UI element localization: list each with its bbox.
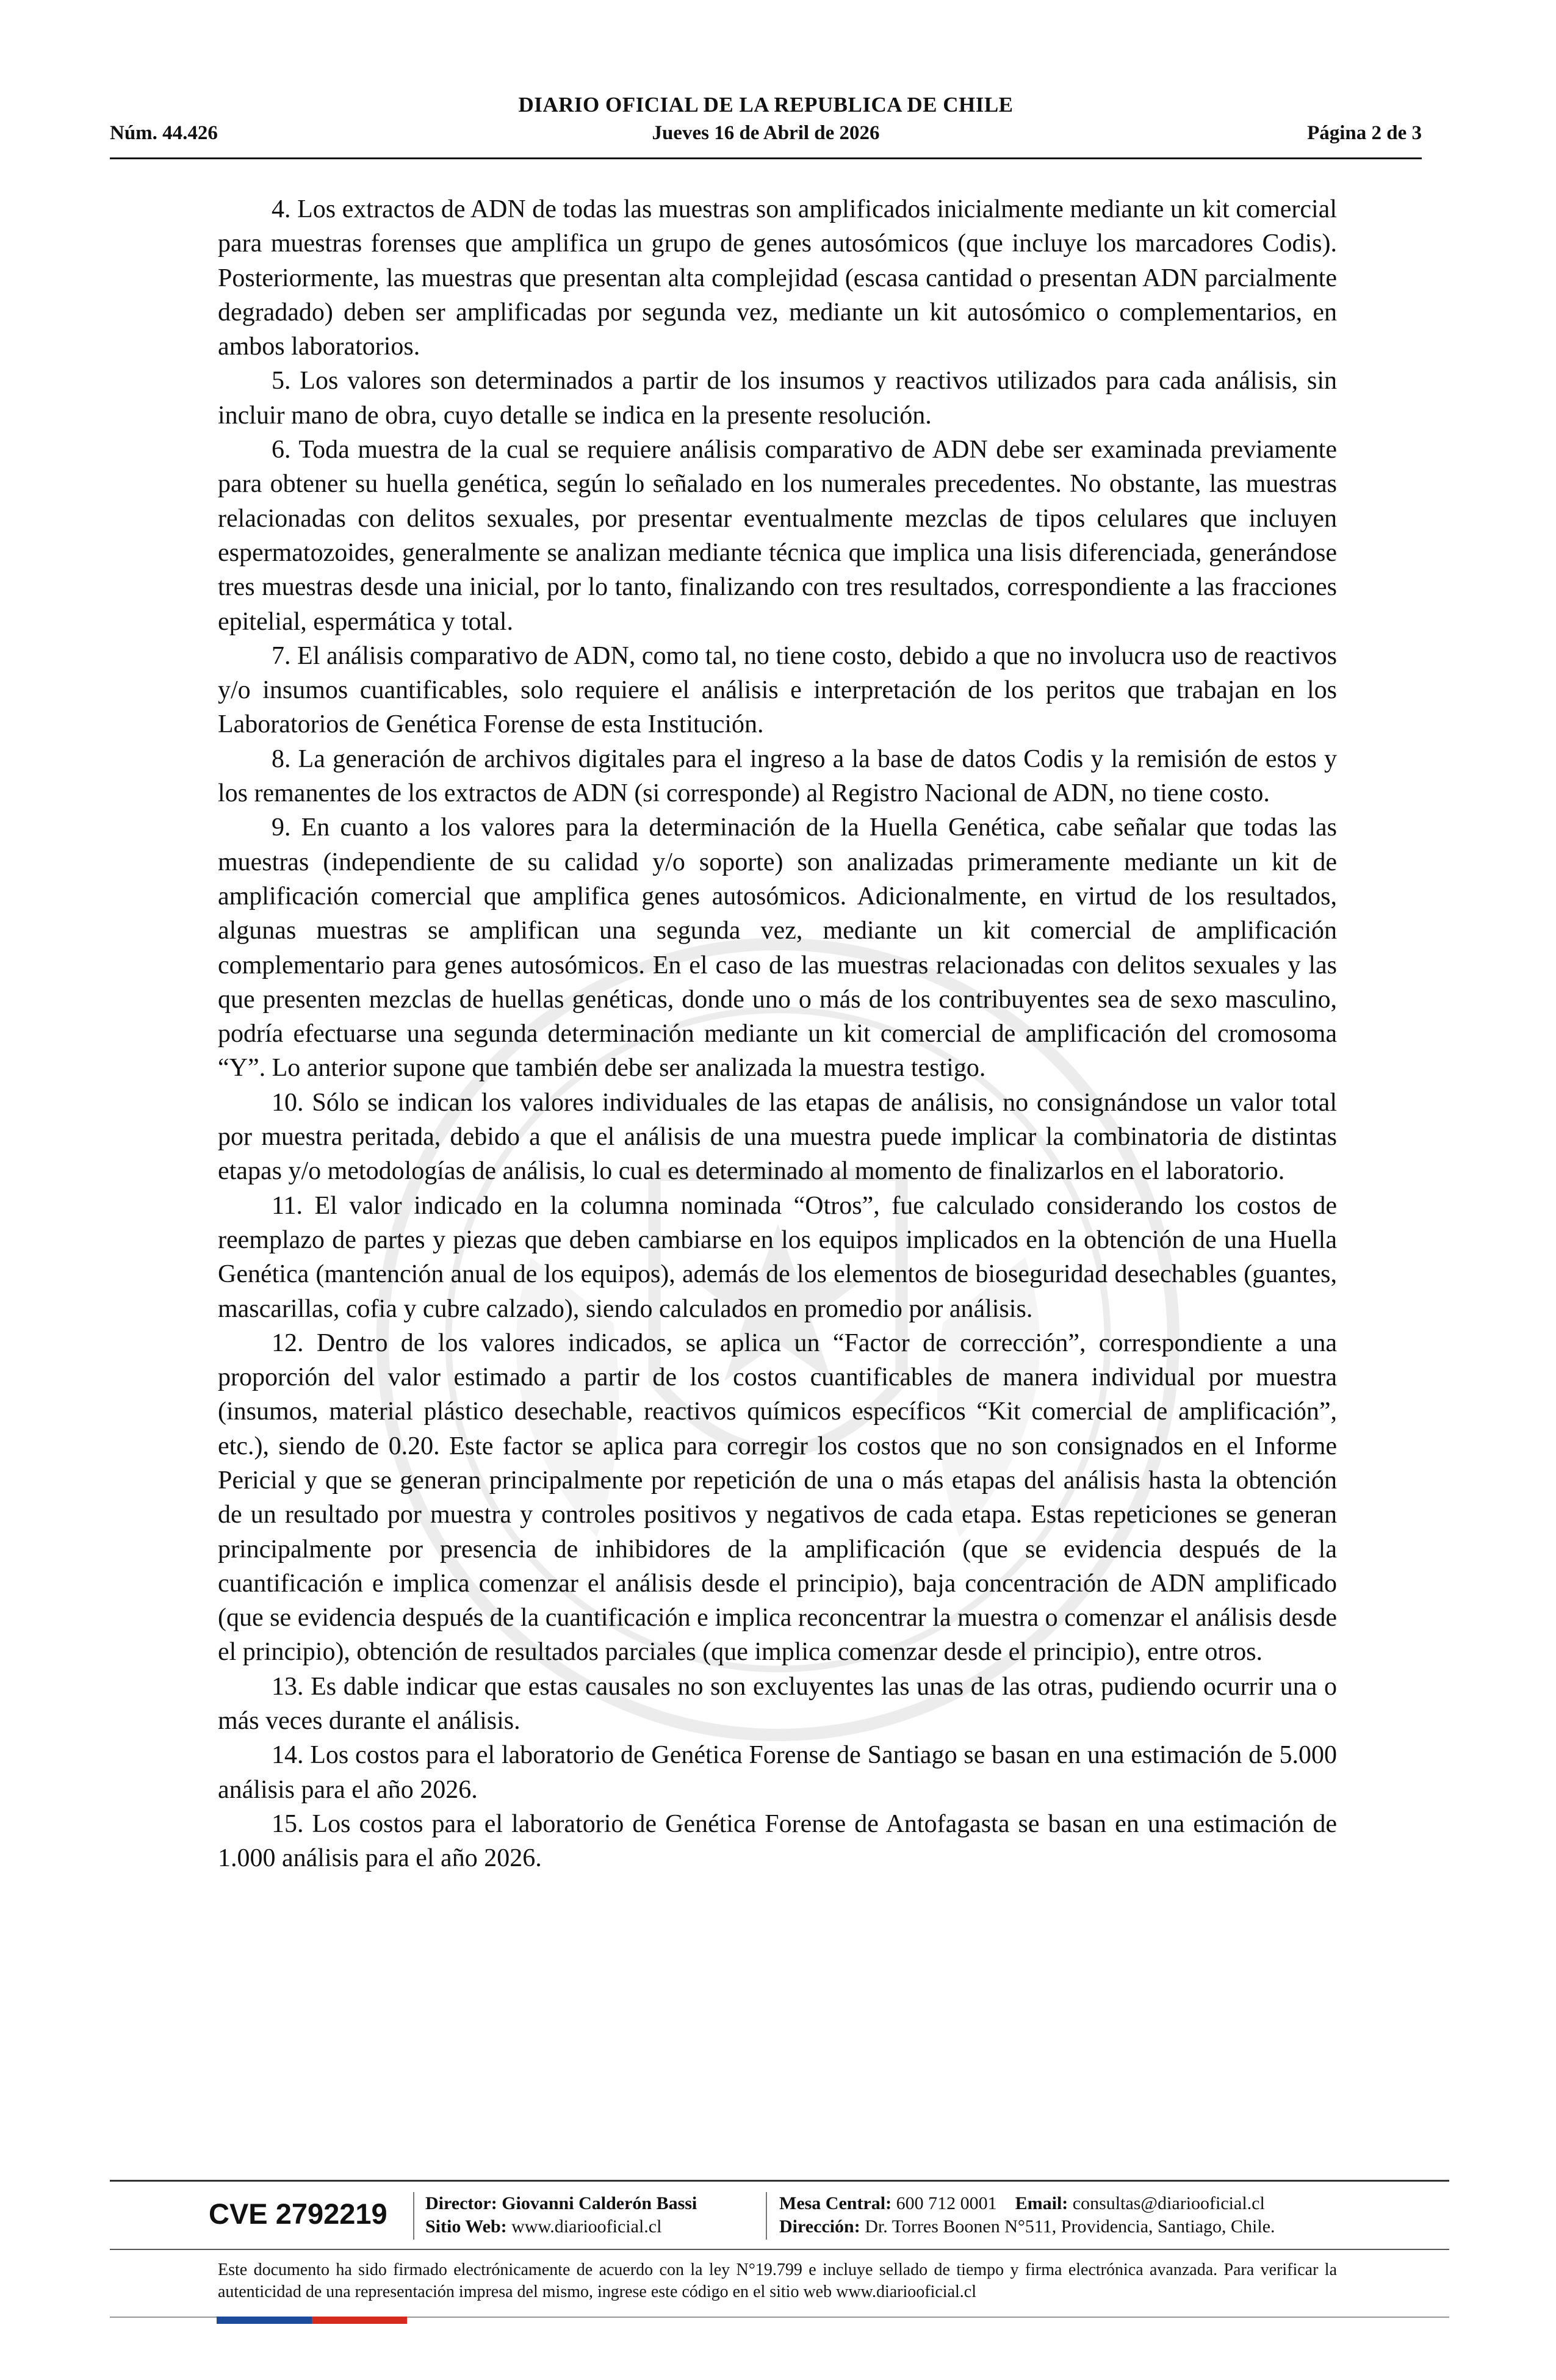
flag-blue-band: [217, 2317, 312, 2324]
issue-number: Núm. 44.426: [110, 122, 218, 144]
page-indicator: Página 2 de 3: [1307, 122, 1422, 144]
paragraph: 11. El valor indicado en la columna nominada “Otros”, fue calculado considerando los costos de reemplazo de partes y piezas que deben cambiarse en los equipos implicados en la obtención de una Huella Genética (mantención anual de los equipos), además de los elementos de bioseguridad desechables (guantes, mascarillas, cofia y cubre calzado), siendo calculados en promedio por análisis.: [218, 1191, 1337, 1323]
document-body: [218, 192, 1337, 1876]
footer-separator: [413, 2192, 414, 2240]
issue-date: Jueves 16 de Abril de 2026: [652, 122, 880, 144]
flag-red-band: [312, 2317, 407, 2324]
phone-label: Mesa Central:: [779, 2193, 892, 2213]
paragraph: 5. Los valores son determinados a partir de los insumos y reactivos utilizados para cada análisis, sin incluir mano de obra, cuyo detalle se indica en la presente resolución.: [218, 367, 1337, 430]
paragraph: 15. Los costos para el laboratorio de Genética Forense de Antofagasta se basan en una estimación de 1.000 análisis para el año 2026.: [218, 1809, 1337, 1873]
footer-contact-info: [779, 2192, 1275, 2238]
signature-notice: Este documento ha sido firmado electrónicamente de acuerdo con la ley N°19.799 e incluye sellado de tiempo y firma electrónica avanzada. Para verificar la autenticidad de una representación impresa del mismo, ingrese este código en el sitio web www.diariooficial.cl: [218, 2260, 1337, 2301]
paragraph: 8. La generación de archivos digitales para el ingreso a la base de datos Codis y la remisión de estos y los remanentes de los extractos de ADN (si corresponde) al Registro Nacional de ADN, no tiene costo.: [218, 745, 1337, 808]
paragraph: 14. Los costos para el laboratorio de Genética Forense de Santiago se basan en una estimación de 5.000 análisis para el año 2026.: [218, 1741, 1337, 1804]
email-label: Email:: [1015, 2193, 1068, 2213]
address-value: Dr. Torres Boonen N°511, Providencia, Santiago, Chile.: [865, 2216, 1275, 2237]
paragraph: 7. El análisis comparativo de ADN, como tal, no tiene costo, debido a que no involucra uso de reactivos y/o insumos cuantificables, solo requiere el análisis e interpretación de los peritos que trabajan en los Laboratorios de Genética Forense de esta Institución.: [218, 641, 1337, 739]
address-label: Dirección:: [779, 2216, 860, 2237]
site-link[interactable]: www.diariooficial.cl: [511, 2216, 662, 2237]
director-name: Giovanni Calderón Bassi: [502, 2193, 697, 2213]
paragraph: 13. Es dable indicar que estas causales no son excluyentes las unas de las otras, pudiendo ocurrir una o más veces durante el análisis.: [218, 1672, 1337, 1736]
paragraph: 4. Los extractos de ADN de todas las muestras son amplificados inicialmente mediante un kit comercial para muestras forenses que amplifica un grupo de genes autosómicos (que incluye los marcadores Codis). Posteriormente, las muestras que presentan alta complejidad (escasa cantidad o presentan ADN parcialmente degradado) deben ser amplificadas por segunda vez, mediante un kit autosómico o complementarios, en ambos laboratorios.: [218, 195, 1337, 361]
cve-code: CVE 2792219: [209, 2198, 387, 2230]
footer-divider-mid: [110, 2249, 1449, 2250]
paragraph: 6. Toda muestra de la cual se requiere análisis comparativo de ADN debe ser examinada previamente para obtener su huella genética, según lo señalado en los numerales precedentes. No obstante, las muestras relacionadas con delitos sexuales, por presentar eventualmente mezclas de tipos celulares que incluyen espermatozoides, generalmente se analizan mediante técnica que implica una lisis diferenciada, generándose tres muestras desde una inicial, por lo tanto, finalizando con tres resultados, correspondiente a las fracciones epitelial, espermática y total.: [218, 436, 1337, 636]
flag-stripe: [217, 2317, 407, 2324]
email-link[interactable]: consultas@diariooficial.cl: [1072, 2193, 1265, 2213]
paragraph: 10. Sólo se indican los valores individuales de las etapas de análisis, no consignándose un valor total por muestra peritada, debido a que el análisis de una muestra puede implicar la combinatoria de distintas etapas y/o metodologías de análisis, lo cual es determinado al momento de finalizarlos en el laboratorio.: [218, 1088, 1337, 1186]
site-label: Sitio Web:: [425, 2216, 507, 2237]
footer-director-info: [425, 2192, 697, 2238]
paragraph: 9. En cuanto a los valores para la determinación de la Huella Genética, cabe señalar que todas las muestras (independiente de su calidad y/o soporte) son analizadas primeramente mediante un kit de amplificación comercial que amplifica genes autosómicos. Adicionalmente, en virtud de los resultados, algunas muestras se amplifican una segunda vez, mediante un kit comercial de amplificación complementario para genes autosómicos. En el caso de las muestras relacionadas con delitos sexuales y las que presenten mezclas de huellas genéticas, donde uno o más de los contribuyentes sea de sexo masculino, podría efectuarse una segunda determinación mediante un kit comercial de amplificación del cromosoma “Y”. Lo anterior supone que también debe ser analizada la muestra testigo.: [218, 813, 1337, 1083]
page-header: [110, 93, 1422, 148]
footer-separator: [766, 2192, 767, 2240]
director-label: Director:: [425, 2193, 497, 2213]
paragraph: 12. Dentro de los valores indicados, se aplica un “Factor de corrección”, correspondiente a una proporción del valor estimado a partir de los costos cuantificables de manera individual por muestra (insumos, material plástico desechable, reactivos químicos específicos “Kit comercial de amplificación”, etc.), siendo de 0.20. Este factor se aplica para corregir los costos que no son consignados en el Informe Pericial y que se generan principalmente por repetición de una o más etapas del análisis hasta la obtención de un resultado por muestra y controles positivos y negativos de cada etapa. Estas repeticiones se generan principalmente por presencia de inhibidores de la amplificación (que se evidencia después de la cuantificación e implica comenzar el análisis desde el principio), baja concentración de ADN amplificado (que se evidencia después de la cuantificación e implica reconcentrar la muestra o comenzar el análisis desde el principio), obtención de resultados parciales (que implica comenzar desde el principio), entre otros.: [218, 1329, 1337, 1667]
footer-divider-top: [110, 2180, 1449, 2182]
newspaper-title: DIARIO OFICIAL DE LA REPUBLICA DE CHILE: [518, 93, 1014, 117]
header-divider: [110, 157, 1422, 159]
phone-value: 600 712 0001: [896, 2193, 997, 2213]
